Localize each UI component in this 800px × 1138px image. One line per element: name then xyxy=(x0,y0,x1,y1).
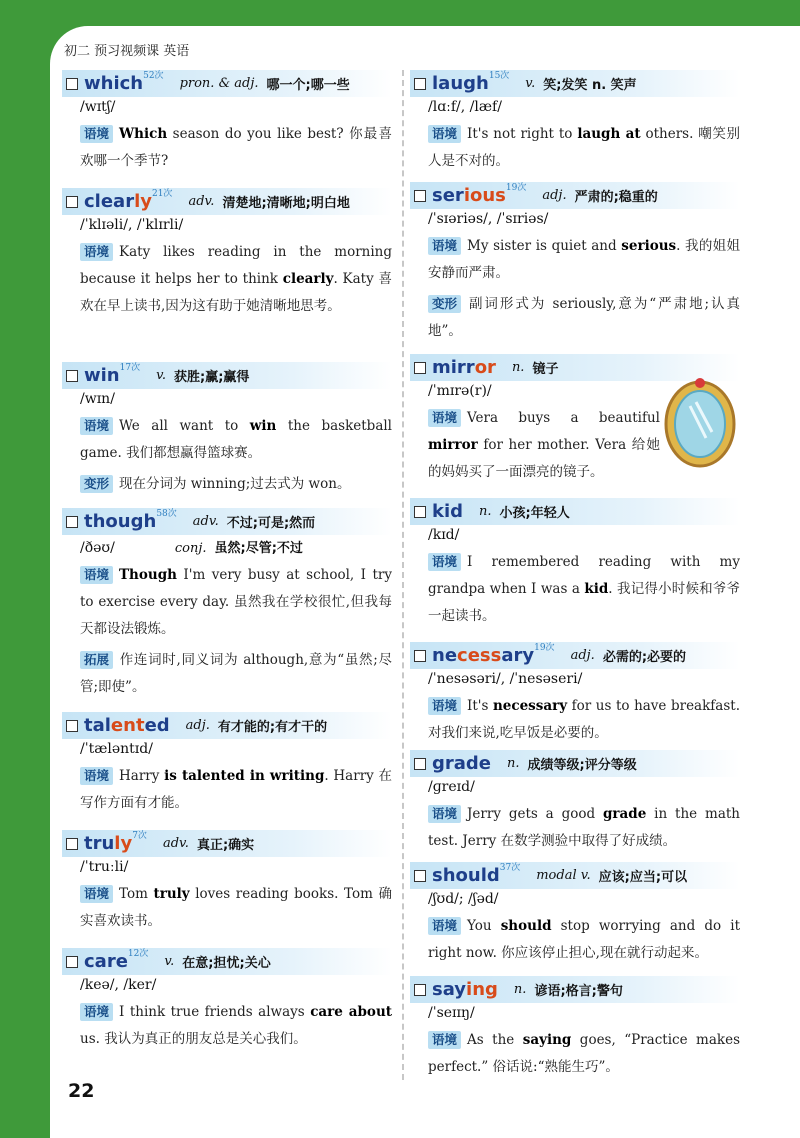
example-sentence xyxy=(428,913,740,967)
part-of-speech: n. xyxy=(507,756,520,771)
mirror-illustration xyxy=(662,374,738,470)
meaning: 谚语;格言;警句 xyxy=(534,984,623,999)
headword xyxy=(432,185,506,206)
example-keyword: clearly xyxy=(282,271,334,287)
checkbox[interactable] xyxy=(414,362,426,374)
note-tag: 拓展 xyxy=(80,651,113,669)
headword-bar xyxy=(410,750,740,777)
frequency-badge: 52次 xyxy=(143,71,164,81)
headword-highlight: ent xyxy=(110,715,145,736)
meaning: 哪一个;哪一些 xyxy=(266,78,350,93)
phonetic: /keə/, /ker/ xyxy=(80,977,157,993)
example-text: . 我记得小时候和爷爷一起读书。 xyxy=(428,581,740,624)
checkbox[interactable] xyxy=(414,758,426,770)
frequency-badge: 58次 xyxy=(156,509,177,519)
phonetic: /ˈnesəsəri/, /ˈnesəseri/ xyxy=(428,671,583,687)
frequency-badge: 37次 xyxy=(499,863,521,873)
vocab-entry xyxy=(62,362,392,498)
context-tag: 语境 xyxy=(80,243,113,261)
meaning: 有才能的;有才干的 xyxy=(217,720,328,735)
headword-part: say xyxy=(432,979,467,1000)
example-keyword: should xyxy=(500,918,552,934)
frequency-badge: 15次 xyxy=(488,71,510,81)
context-tag: 语境 xyxy=(428,125,461,143)
meaning: 清楚地;清晰地;明白地 xyxy=(222,196,350,211)
context-tag: 语境 xyxy=(428,237,461,255)
context-tag: 语境 xyxy=(80,1003,113,1021)
column-divider xyxy=(402,70,404,1080)
example-keyword: kid xyxy=(584,581,609,597)
part-of-speech: n. xyxy=(513,982,527,997)
vocab-entry xyxy=(62,830,392,935)
example-keyword: win xyxy=(249,418,277,434)
example-text: goes, “Practice makes perfect.” 俗话说:“熟能生巧”。 xyxy=(428,1032,741,1075)
part-of-speech: n. xyxy=(511,360,525,375)
headword-highlight: ly xyxy=(114,833,133,854)
example-text: It's xyxy=(467,698,493,714)
context-tag: 语境 xyxy=(80,417,113,435)
example-keyword: Which xyxy=(119,126,168,142)
example-keyword: Though xyxy=(119,567,177,583)
checkbox[interactable] xyxy=(66,838,78,850)
phonetic: /ˈtæləntɪd/ xyxy=(80,741,153,757)
headword-highlight: ious xyxy=(463,185,506,206)
context-tag: 语境 xyxy=(428,697,461,715)
example-text: Harry xyxy=(119,768,165,784)
example-keyword: serious xyxy=(621,238,677,254)
vocab-entry xyxy=(410,862,740,967)
headword-bar xyxy=(62,70,392,97)
headword-bar xyxy=(410,70,740,97)
vocab-entry xyxy=(62,948,392,1053)
example-sentence xyxy=(428,405,660,486)
example-keyword: is talented in writing xyxy=(164,768,325,784)
meaning: 真正;确实 xyxy=(196,838,255,853)
part-of-speech: n. xyxy=(479,504,492,519)
headword-part: ser xyxy=(432,185,464,206)
example-text: I think true friends always xyxy=(119,1004,311,1020)
example-text: My sister is quiet and xyxy=(467,238,622,254)
example-text: It's not right to xyxy=(467,126,578,142)
example-text: us. 我认为真正的朋友总是关心我们。 xyxy=(80,1031,307,1047)
frequency-badge: 17次 xyxy=(119,363,141,373)
phonetic: /ˈtruːli/ xyxy=(80,859,129,875)
example-text: Jerry gets a good xyxy=(467,806,603,822)
part-of-speech: conj. xyxy=(174,541,207,556)
example-text: I'm very busy at school, I try to exercise every day. 虽然我在学校很忙,但我每天都设法锻炼。 xyxy=(80,567,392,637)
headword-part: grade xyxy=(432,753,492,774)
vocab-entry xyxy=(410,976,740,1081)
meaning: 虽然;尽管;不过 xyxy=(214,541,303,556)
example-sentence xyxy=(80,413,392,467)
part-of-speech: adj. xyxy=(542,188,567,203)
example-sentence xyxy=(428,801,740,855)
checkbox[interactable] xyxy=(414,870,426,882)
phonetic: /ðəʊ/ xyxy=(80,540,115,556)
headword-bar xyxy=(62,362,392,389)
meaning: 小孩;年轻人 xyxy=(499,506,570,521)
example-keyword: saying xyxy=(522,1032,572,1048)
example-text: the basketball game. 我们都想赢得篮球赛。 xyxy=(80,418,393,461)
phonetic: /ˈsɪəriəs/, /ˈsɪriəs/ xyxy=(428,211,549,227)
headword-bar xyxy=(62,508,392,535)
part-of-speech: pron. & adj. xyxy=(179,76,259,91)
phonetic: /ɡreɪd/ xyxy=(428,779,475,795)
context-tag: 语境 xyxy=(80,885,113,903)
context-tag: 语境 xyxy=(80,767,113,785)
frequency-badge: 19次 xyxy=(505,183,527,193)
example-text: Vera buys a beautiful xyxy=(467,410,660,426)
headword-part: laugh xyxy=(432,73,489,94)
phonetic: /ˈklɪəli/, /ˈklɪrli/ xyxy=(80,217,184,233)
vocab-entry xyxy=(410,182,740,345)
page-number: 22 xyxy=(68,1080,95,1102)
vocab-entry xyxy=(410,498,740,630)
phonetic: /ˈmɪrə(r)/ xyxy=(428,383,492,399)
headword-part: tru xyxy=(84,833,115,854)
headword-bar xyxy=(410,976,740,1003)
note-text: 副词形式为 seriously,意为“严肃地;认真地”。 xyxy=(428,296,740,339)
headword xyxy=(432,645,534,666)
example-text: I remembered reading with my grandpa when I was a xyxy=(428,554,740,597)
vocab-entry xyxy=(410,642,740,747)
phonetic: /lɑːf/, /læf/ xyxy=(428,99,502,115)
headword-part: tal xyxy=(84,715,111,736)
checkbox[interactable] xyxy=(414,190,426,202)
headword-part: which xyxy=(84,73,144,94)
frequency-badge: 12次 xyxy=(127,949,149,959)
phonetic: /ʃʊd/; /ʃəd/ xyxy=(428,891,499,907)
headword-part: should xyxy=(432,865,500,886)
checkbox[interactable] xyxy=(66,78,78,90)
checkbox[interactable] xyxy=(66,956,78,968)
vocab-entry xyxy=(410,70,740,175)
checkbox[interactable] xyxy=(414,650,426,662)
headword-highlight: or xyxy=(474,357,496,378)
headword-part: clear xyxy=(84,191,135,212)
page-header: 初二 预习视频课 英语 xyxy=(64,44,190,59)
headword-part: ed xyxy=(144,715,170,736)
headword-bar xyxy=(62,712,392,739)
phonetic: /wɪn/ xyxy=(80,391,115,407)
vocab-entry xyxy=(62,188,392,320)
example-sentence xyxy=(80,763,392,817)
example-text: others. 嘲笑别人是不对的。 xyxy=(428,126,740,169)
meaning: 在意;担忧;关心 xyxy=(182,956,271,971)
headword xyxy=(432,865,500,886)
checkbox[interactable] xyxy=(414,78,426,90)
meaning: 应该;应当;可以 xyxy=(598,870,688,885)
example-text: Katy likes reading in the morning because it helps her to think xyxy=(80,244,392,287)
note-tag: 变形 xyxy=(80,475,113,493)
checkbox[interactable] xyxy=(66,720,78,732)
example-sentence xyxy=(80,881,392,935)
context-tag: 语境 xyxy=(428,409,461,427)
part-of-speech: v. xyxy=(164,954,175,969)
example-sentence xyxy=(428,549,740,630)
checkbox[interactable] xyxy=(414,506,426,518)
checkbox[interactable] xyxy=(66,516,78,528)
example-keyword: grade xyxy=(602,806,647,822)
example-sentence xyxy=(80,239,392,320)
frequency-badge: 21次 xyxy=(151,189,173,199)
context-tag: 语境 xyxy=(428,917,461,935)
example-text: stop worrying and do it right now. 你应该停止担心,现在就行动起来。 xyxy=(428,918,740,961)
headword xyxy=(432,357,496,378)
meaning: 获胜;赢;赢得 xyxy=(174,370,250,385)
headword xyxy=(84,73,143,94)
example-text: Tom xyxy=(119,886,154,902)
headword xyxy=(84,191,152,212)
frequency-badge: 7次 xyxy=(132,831,147,841)
headword-part: win xyxy=(84,365,120,386)
example-keyword: truly xyxy=(153,886,190,902)
context-tag: 语境 xyxy=(428,1031,461,1049)
headword xyxy=(432,979,498,1000)
example-text: . Harry 在写作方面有才能。 xyxy=(80,768,392,811)
example-text: in the math test. Jerry 在数学测验中取得了好成绩。 xyxy=(428,806,740,849)
headword-highlight: ing xyxy=(466,979,498,1000)
headword-bar xyxy=(410,862,740,889)
headword xyxy=(84,833,132,854)
example-sentence xyxy=(80,999,392,1053)
context-tag: 语境 xyxy=(428,805,461,823)
example-text: for us to have breakfast. 对我们来说,吃早饭是必要的。 xyxy=(428,698,740,741)
part-of-speech: v. xyxy=(156,368,167,383)
checkbox[interactable] xyxy=(414,984,426,996)
example-text: season do you like best? 你最喜欢哪一个季节? xyxy=(80,126,392,169)
part-of-speech: adv. xyxy=(188,194,215,209)
headword xyxy=(84,365,120,386)
example-sentence xyxy=(428,121,740,175)
vocab-entry xyxy=(62,508,392,701)
meaning: 必需的;必要的 xyxy=(602,650,687,665)
headword-part: kid xyxy=(432,501,464,522)
vocab-entry xyxy=(62,70,392,175)
meaning: 镜子 xyxy=(532,362,559,377)
headword-bar xyxy=(410,498,740,525)
right-column xyxy=(410,70,741,1075)
headword-bar xyxy=(62,188,392,215)
headword-part: ary xyxy=(501,645,535,666)
vocab-entry xyxy=(410,750,740,855)
headword xyxy=(432,501,463,522)
part-of-speech: modal v. xyxy=(536,868,591,883)
example-text: You xyxy=(467,918,501,934)
vocab-entry xyxy=(62,712,392,817)
note-text: 作连词时,同义词为 although,意为“虽然;尽管;即使”。 xyxy=(80,652,392,695)
headword-bar xyxy=(410,182,740,209)
context-tag: 语境 xyxy=(80,125,113,143)
part-of-speech: adv. xyxy=(162,836,189,851)
headword xyxy=(432,73,489,94)
meaning: 严肃的;稳重的 xyxy=(574,190,658,205)
example-sentence xyxy=(428,1027,740,1081)
headword-part: ne xyxy=(432,645,458,666)
phonetic: /ˈseɪɪŋ/ xyxy=(428,1005,475,1021)
headword xyxy=(84,951,128,972)
left-column xyxy=(62,70,392,1070)
example-sentence xyxy=(428,233,740,287)
extra-note xyxy=(80,647,392,701)
meaning: 不过;可是;然而 xyxy=(226,516,316,531)
example-text: . Katy 喜欢在早上读书,因为这有助于她清晰地思考。 xyxy=(80,271,392,314)
phonetic: /wɪtʃ/ xyxy=(80,99,116,115)
note-text: 现在分词为 winning;过去式为 won。 xyxy=(119,476,351,492)
context-tag: 语境 xyxy=(80,566,113,584)
meaning: 成绩等级;评分等级 xyxy=(527,758,637,773)
headword-highlight: ly xyxy=(134,191,152,212)
checkbox[interactable] xyxy=(66,196,78,208)
headword-part: though xyxy=(84,511,157,532)
part-of-speech: adj. xyxy=(185,718,210,733)
example-keyword: laugh at xyxy=(577,126,641,142)
meaning: 笑;发笑 n. 笑声 xyxy=(543,78,637,93)
headword xyxy=(84,715,170,736)
example-sentence xyxy=(428,693,740,747)
example-keyword: necessary xyxy=(492,698,568,714)
headword-bar xyxy=(62,948,392,975)
part-of-speech: v. xyxy=(525,76,536,91)
headword-bar xyxy=(410,642,740,669)
frequency-badge: 19次 xyxy=(534,643,555,653)
extra-note xyxy=(428,291,740,345)
headword xyxy=(84,511,156,532)
example-keyword: mirror xyxy=(428,437,478,453)
vocab-entry xyxy=(410,354,740,486)
checkbox[interactable] xyxy=(66,370,78,382)
example-text: As the xyxy=(467,1032,523,1048)
phonetic-row xyxy=(80,537,392,556)
example-text: loves reading books. Tom 确实喜欢读书。 xyxy=(80,886,392,929)
note-tag: 变形 xyxy=(428,295,461,313)
headword-part: care xyxy=(84,951,128,972)
example-text: . 我的姐姐安静而严肃。 xyxy=(428,238,740,281)
example-text: for her mother. Vera 给她的妈妈买了一面漂亮的镜子。 xyxy=(428,437,660,480)
headword-bar xyxy=(62,830,392,857)
phonetic: /kɪd/ xyxy=(428,527,460,543)
example-text: We all want to xyxy=(119,418,250,434)
headword-part: mirr xyxy=(432,357,475,378)
headword-highlight: cess xyxy=(457,645,502,666)
headword xyxy=(432,753,491,774)
part-of-speech: adv. xyxy=(192,514,219,529)
example-keyword: care about xyxy=(310,1004,392,1020)
extra-note xyxy=(80,471,392,498)
example-sentence xyxy=(80,121,392,175)
context-tag: 语境 xyxy=(428,553,461,571)
example-sentence xyxy=(80,562,392,643)
part-of-speech: adj. xyxy=(570,648,595,663)
